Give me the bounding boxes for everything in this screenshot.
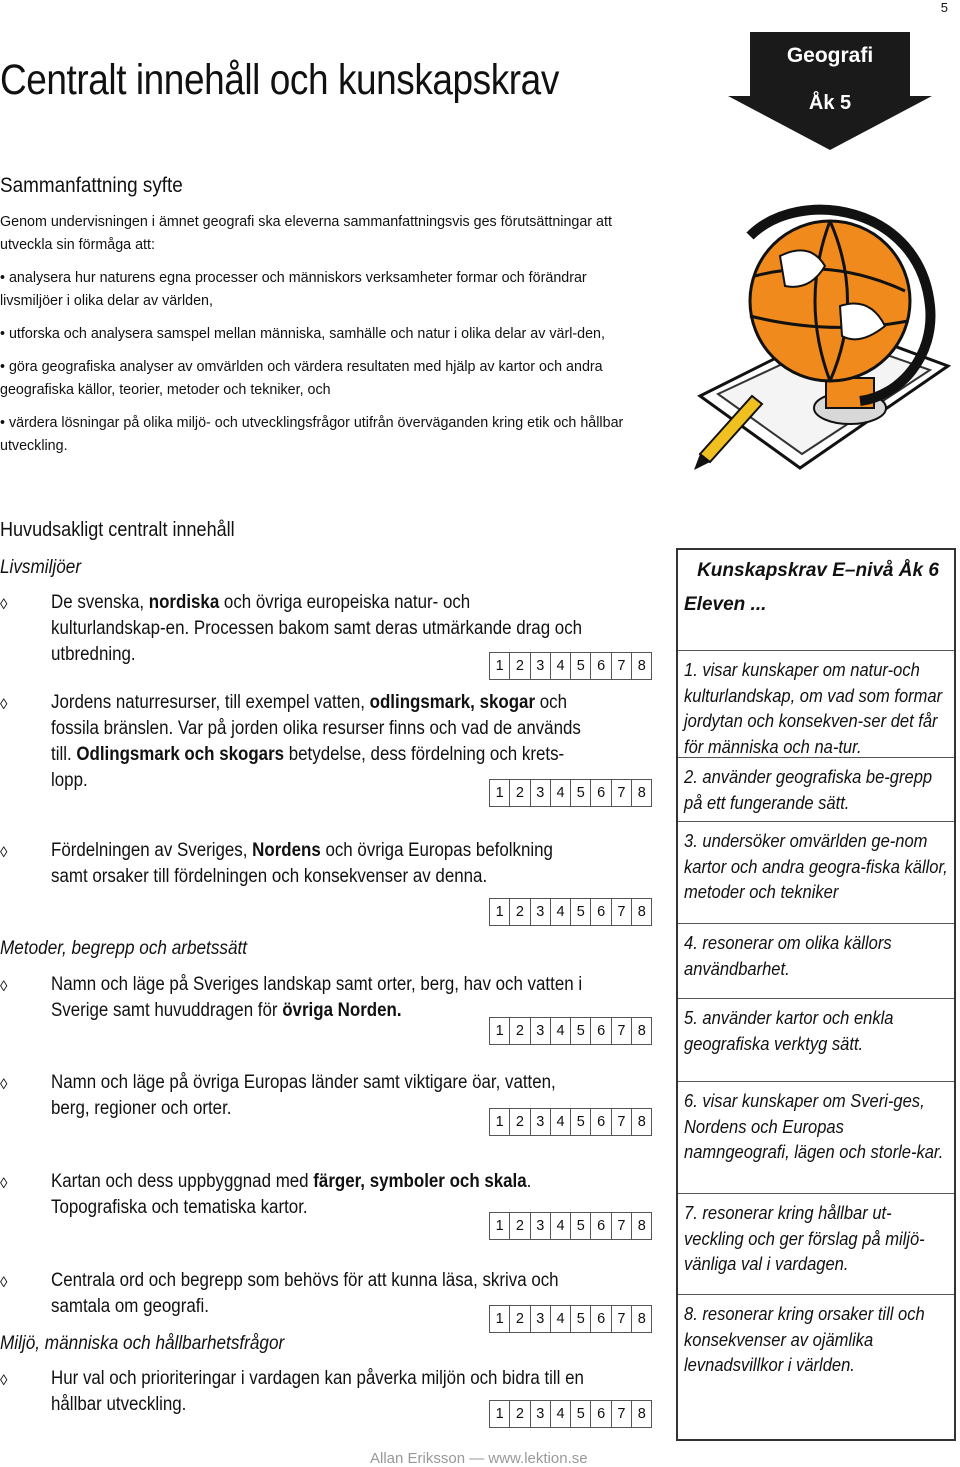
summary-bullet: • utforska och analysera samspel mellan människa, samhälle och natur i olika delar av värl-den, [0,326,605,342]
grade-scale-cell[interactable]: 2 [510,1213,530,1239]
grade-scale-cell[interactable]: 5 [571,1213,591,1239]
requirement-item [678,758,954,822]
grade-scale-cell[interactable]: 1 [490,653,510,679]
summary-text [0,211,640,468]
grade-scale-cell[interactable]: 1 [490,1401,510,1427]
requirement-item [678,924,954,999]
diamond-bullet-icon: ◊ [0,844,8,861]
grade-scale-cell[interactable]: 7 [612,653,632,679]
grade-scale-cell[interactable]: 6 [591,1306,611,1332]
grade-scale-cell[interactable]: 6 [591,780,611,806]
badge-grade: Åk 5 [808,92,852,114]
grade-scale-cell[interactable]: 7 [612,899,632,925]
content-item-text: Hur val och prioriteringar i vardagen kan påverka miljön och bidra till en hållbar utveckling. [51,1368,584,1415]
grade-scale-cell[interactable]: 4 [551,1401,571,1427]
grade-scale-cell[interactable]: 8 [637,1311,646,1327]
grade-scale [489,779,652,807]
content-item-text: Jordens naturresurser, till exempel vatten, odlingsmark, skogar och fossila bränslen. Var på jorden olika resurser finns och vad de används till. Odlingsmark och skogars betydelse, dess fördelning och krets-lopp. [51,692,581,791]
grade-scale-cell[interactable]: 6 [591,1213,611,1239]
diamond-bullet-icon: ◊ [0,1076,8,1093]
group-title: Miljö, människa och hållbarhetsfrågor [0,1332,285,1354]
requirement-text: 5. använder kartor och enkla geografiska verktyg sätt. [684,1007,894,1054]
grade-scale-cell[interactable]: 4 [551,653,571,679]
grade-scale-cell[interactable]: 8 [637,785,646,801]
group-title: Metoder, begrepp och arbetssätt [0,937,248,959]
grade-scale-cell[interactable]: 4 [551,1213,571,1239]
requirement-item [678,651,954,758]
requirement-item [678,999,954,1082]
requirement-text: 3. undersöker omvärlden ge-nom kartor och andra geogra-fiska källor, metoder och tekniker [684,830,948,902]
summary-intro: Genom undervisningen i ämnet geografi ska eleverna sammanfattningsvis ges förutsättningar att utveckla sin förmåga att: [0,214,612,253]
diamond-bullet-icon: ◊ [0,978,8,995]
grade-scale-cell[interactable]: 6 [591,1109,611,1135]
diamond-bullet-icon: ◊ [0,1372,8,1389]
grade-scale-cell[interactable]: 1 [490,780,510,806]
grade-scale-cell[interactable]: 7 [612,1213,632,1239]
content-item-text: Namn och läge på övriga Europas länder samt viktigare öar, vatten, berg, regioner och orter. [51,1072,556,1119]
grade-scale-cell[interactable]: 2 [510,653,530,679]
grade-scale-cell[interactable]: 5 [571,1306,591,1332]
diamond-bullet-icon: ◊ [0,1274,8,1291]
grade-scale-cell[interactable]: 1 [490,1018,510,1044]
summary-bullet: • värdera lösningar på olika miljö- och utvecklingsfrågor utifrån överväganden kring etik och hållbar utveckling. [0,415,624,454]
requirement-text: 2. använder geografiska be-grepp på ett fungerande sätt. [684,766,933,813]
requirement-text: 8. resonerar kring orsaker till och konsekvenser av ojämlika levnadsvillkor i världen. [684,1303,925,1375]
grade-scale-cell[interactable]: 6 [591,1018,611,1044]
diamond-bullet-icon: ◊ [0,596,8,613]
grade-scale-cell[interactable]: 5 [571,899,591,925]
requirements-title: Kunskapskrav E–nivå Åk 6 [697,560,939,581]
content-item-text: Centrala ord och begrepp som behövs för att kunna läsa, skriva och samtala om geografi. [51,1270,559,1317]
grade-scale-cell[interactable]: 6 [591,1401,611,1427]
content-heading: Huvudsakligt centralt innehåll [0,518,235,541]
grade-scale-cell[interactable]: 3 [531,1306,551,1332]
grade-scale-cell[interactable]: 1 [490,1213,510,1239]
grade-scale-cell[interactable]: 1 [490,1306,510,1332]
summary-bullet: • göra geografiska analyser av omvärlden och värdera resultaten med hjälp av kartor och andra geografiska källor, teorier, metoder och tekniker, och [0,359,603,398]
content-item-text: Namn och läge på Sveriges landskap samt orter, berg, hav och vatten i Sverige samt huvuddragen för övriga Norden. [51,974,583,1021]
grade-scale-cell[interactable]: 7 [612,780,632,806]
requirement-item [678,1082,954,1194]
grade-scale-cell[interactable]: 8 [637,1406,646,1422]
grade-scale-cell[interactable]: 8 [637,904,646,920]
badge-subject: Geografi [786,44,874,67]
grade-scale-cell[interactable]: 2 [510,780,530,806]
grade-scale-cell[interactable]: 3 [531,1109,551,1135]
diamond-bullet-icon: ◊ [0,696,8,713]
grade-scale-cell[interactable]: 7 [612,1306,632,1332]
grade-scale [489,1017,652,1045]
grade-scale-cell[interactable]: 8 [637,1023,646,1039]
content-item-text: De svenska, nordiska och övriga europeiska natur- och kulturlandskap-en. Processen bakom samt deras utmärkande drag och utbredning. [51,592,583,665]
grade-scale [489,1305,652,1333]
grade-scale-cell[interactable]: 7 [612,1018,632,1044]
page-title: Centralt innehåll och kunskapskrav [0,56,559,104]
grade-scale [489,898,652,926]
grade-scale-cell[interactable]: 6 [591,653,611,679]
grade-scale-cell[interactable]: 3 [531,780,551,806]
requirements-subtitle: Eleven ... [684,593,767,615]
grade-scale [489,652,652,680]
content-item-text: Fördelningen av Sveriges, Nordens och övriga Europas befolkning samt orsaker till fördelningen och konsekvenser av denna. [51,840,553,887]
grade-scale-cell[interactable]: 2 [510,1401,530,1427]
grade-scale-cell[interactable]: 4 [551,899,571,925]
requirement-text: 6. visar kunskaper om Sveri-ges, Nordens och Europas namngeografi, lägen och storle-kar. [684,1090,944,1162]
grade-scale-cell[interactable]: 3 [531,1018,551,1044]
grade-scale-cell[interactable]: 8 [637,1218,646,1234]
group-title: Livsmiljöer [0,556,82,578]
grade-scale-cell[interactable]: 3 [531,899,551,925]
requirement-text: 4. resonerar om olika källors användbarhet. [684,932,892,979]
grade-scale-cell[interactable]: 7 [612,1109,632,1135]
grade-scale-cell[interactable]: 4 [551,1306,571,1332]
grade-scale-cell[interactable]: 5 [571,653,591,679]
footer-credit: Allan Eriksson — www.lektion.se [370,1450,588,1467]
grade-scale-cell[interactable]: 5 [571,780,591,806]
grade-scale-cell[interactable]: 3 [531,1401,551,1427]
grade-scale-cell[interactable]: 1 [490,1109,510,1135]
requirement-text: 7. resonerar kring hållbar ut-veckling och ger förslag på miljö-vänliga val i vardagen. [684,1202,925,1274]
requirement-item [678,1295,954,1393]
grade-scale-cell[interactable]: 4 [551,1018,571,1044]
grade-scale [489,1400,652,1428]
summary-bullet: • analysera hur naturens egna processer och människors verksamheter formar och förändrar livsmiljöer i olika delar av världen, [0,270,587,309]
grade-scale-cell[interactable]: 3 [531,1213,551,1239]
requirement-item [678,822,954,924]
grade-scale [489,1212,652,1240]
summary-heading: Sammanfattning syfte [0,174,183,197]
requirement-text: 1. visar kunskaper om natur-och kulturlandskap, om vad som formar jordytan och konsekven-ser det får för människa och na-tur. [684,659,943,757]
subject-badge [728,32,932,150]
requirements-header [678,550,954,651]
grade-scale-cell[interactable]: 4 [551,780,571,806]
grade-scale-cell[interactable]: 8 [637,1114,646,1130]
grade-scale-cell[interactable]: 2 [510,1018,530,1044]
requirement-item [678,1194,954,1295]
grade-scale-cell[interactable]: 2 [510,1109,530,1135]
grade-scale-cell[interactable]: 5 [571,1401,591,1427]
grade-scale-cell[interactable]: 2 [510,899,530,925]
grade-scale-cell[interactable]: 7 [612,1401,632,1427]
grade-scale-cell[interactable]: 4 [551,1109,571,1135]
grade-scale-cell[interactable]: 2 [510,1306,530,1332]
content-item-text: Kartan och dess uppbyggnad med färger, symboler och skala. Topografiska och tematiska kartor. [51,1171,532,1218]
requirements-box [676,548,956,1441]
grade-scale-cell[interactable]: 5 [571,1018,591,1044]
globe-illustration [690,196,958,476]
grade-scale-cell[interactable]: 5 [571,1109,591,1135]
grade-scale-cell[interactable]: 1 [490,899,510,925]
diamond-bullet-icon: ◊ [0,1175,8,1192]
grade-scale [489,1108,652,1136]
page-number: 5 [940,0,948,15]
grade-scale-cell[interactable]: 8 [637,658,646,674]
grade-scale-cell[interactable]: 6 [591,899,611,925]
grade-scale-cell[interactable]: 3 [531,653,551,679]
